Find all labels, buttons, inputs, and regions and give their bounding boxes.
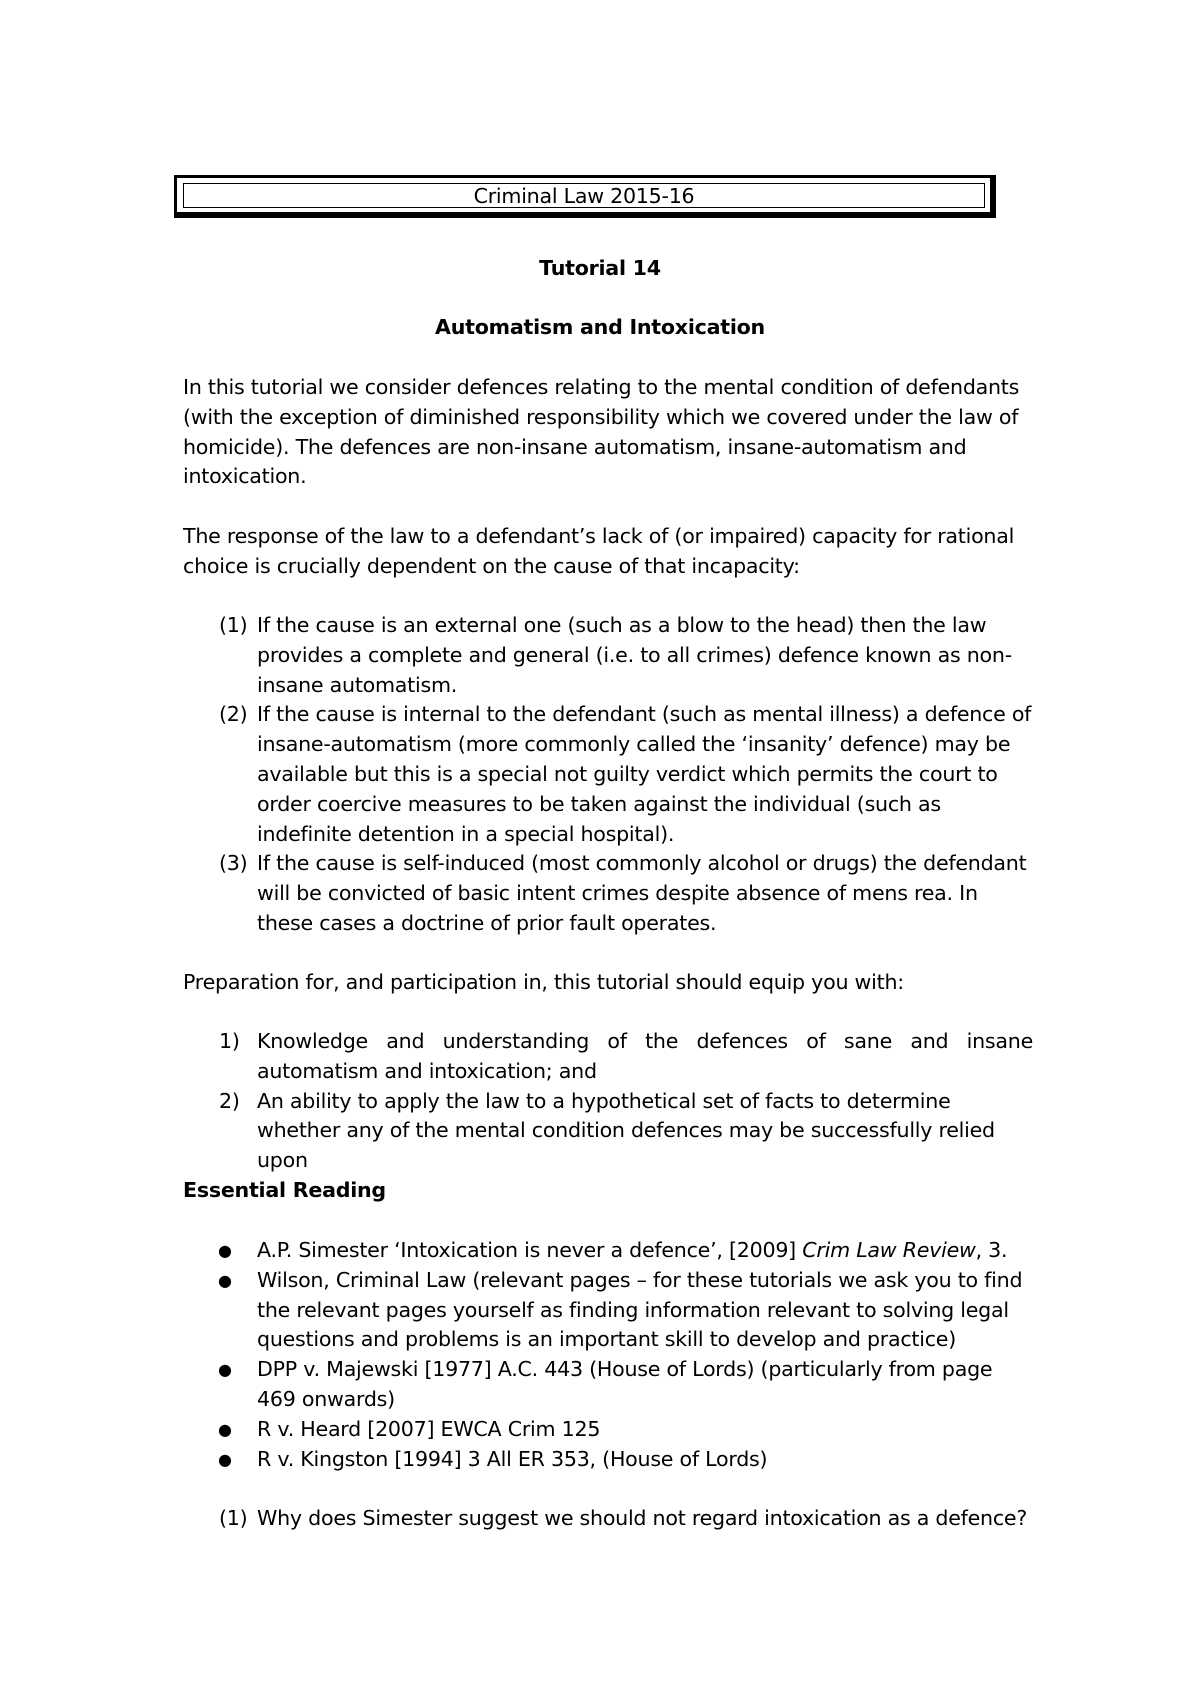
reading-item-1-post: , 3. [975, 1238, 1008, 1262]
reading-list [183, 1236, 1033, 1474]
intro-paragraph-2: The response of the law to a defendant’s lack of (or impaired) capacity for rational choice is crucially dependent on the cause of that incapacity: [183, 524, 1015, 578]
reading-item-4 [183, 1415, 1033, 1445]
questions-list [183, 1504, 1033, 1534]
outcome-marker-1: 1) [219, 1029, 240, 1053]
cause-item-2 [183, 700, 1033, 849]
reading-item-2-text: Wilson, Criminal Law (relevant pages – for these tutorials we ask you to find the relevant pages yourself as finding information relevant to solving legal questions and problems is an important skill to develop and practice) [257, 1267, 1023, 1352]
cause-marker-3: (3) [219, 851, 248, 876]
tutorial-topic: Automatism and Intoxication [435, 315, 765, 339]
outcome-item-1 [183, 1027, 1033, 1087]
reading-item-1-journal: Crim Law Review [802, 1238, 976, 1262]
cause-marker-1: (1) [219, 613, 248, 637]
reading-item-2 [183, 1266, 1033, 1355]
cause-item-3 [183, 849, 1033, 938]
cause-item-1 [183, 611, 1033, 700]
reading-item-4-text: R v. Heard [2007] EWCA Crim 125 [257, 1416, 601, 1441]
intro-paragraph-1: In this tutorial we consider defences relating to the mental condition of defendants (with the exception of diminished responsibility which we covered under the law of homicide). The defences are non-insane automatism, insane-automatism and intoxication. [183, 375, 1020, 489]
outcomes-list [183, 1027, 1033, 1176]
outcome-marker-2: 2) [219, 1088, 240, 1113]
reading-item-1 [183, 1236, 1033, 1266]
outcome-text-1: Knowledge and understanding of the defences of sane and insane automatism and intoxication; and [257, 1029, 1033, 1083]
cause-marker-2: (2) [219, 702, 248, 727]
causes-list [183, 611, 1033, 939]
question-text-1: Why does Simester suggest we should not regard intoxication as a defence? [257, 1506, 1028, 1530]
cause-text-3: If the cause is self-induced (most commonly alcohol or drugs) the defendant will be convicted of basic intent crimes despite absence of mens rea. In these cases a doctrine of prior fault operates. [257, 851, 1027, 935]
cause-text-2: If the cause is internal to the defendant (such as mental illness) a defence of insane-automatism (more commonly called the ‘insanity’ defence) may be available but this is a special not guilty verdict which permits the court to order coercive measures to be taken against the individual (such as indefinite detention in a special hospital). [257, 702, 1032, 846]
course-title: Criminal Law 2015-16 [473, 183, 695, 208]
reading-item-1-pre: A.P. Simester ‘Intoxication is never a defence’, [2009] [257, 1238, 803, 1262]
bullet-icon: ● [218, 1241, 232, 1260]
header-box [174, 175, 996, 218]
reading-item-5-text: R v. Kingston [1994] 3 All ER 353, (House of Lords) [257, 1446, 768, 1471]
bullet-icon: ● [218, 1270, 232, 1290]
reading-item-3-text: DPP v. Majewski [1977] A.C. 443 (House of Lords) (particularly from page 469 onwards) [257, 1357, 993, 1411]
tutorial-number: Tutorial 14 [539, 256, 661, 280]
cause-text-1: If the cause is an external one (such as a blow to the head) then the law provides a complete and general (i.e. to all crimes) defence known as non-insane automatism. [257, 613, 1012, 697]
bullet-icon: ● [218, 1419, 232, 1439]
bullet-icon: ● [218, 1449, 232, 1469]
outcomes-lead: Preparation for, and participation in, this tutorial should equip you with: [183, 970, 904, 994]
reading-item-5 [183, 1445, 1033, 1475]
question-marker-1: (1) [219, 1506, 248, 1530]
header-inner-frame [183, 183, 985, 208]
essential-reading-heading: Essential Reading [183, 1178, 386, 1202]
question-item-1 [183, 1504, 1033, 1534]
bullet-icon: ● [218, 1360, 232, 1380]
outcome-item-2 [183, 1087, 1033, 1176]
outcome-text-2: An ability to apply the law to a hypothetical set of facts to determine whether any of the mental condition defences may be successfully relied upon [257, 1088, 995, 1173]
reading-item-3 [183, 1355, 1033, 1415]
